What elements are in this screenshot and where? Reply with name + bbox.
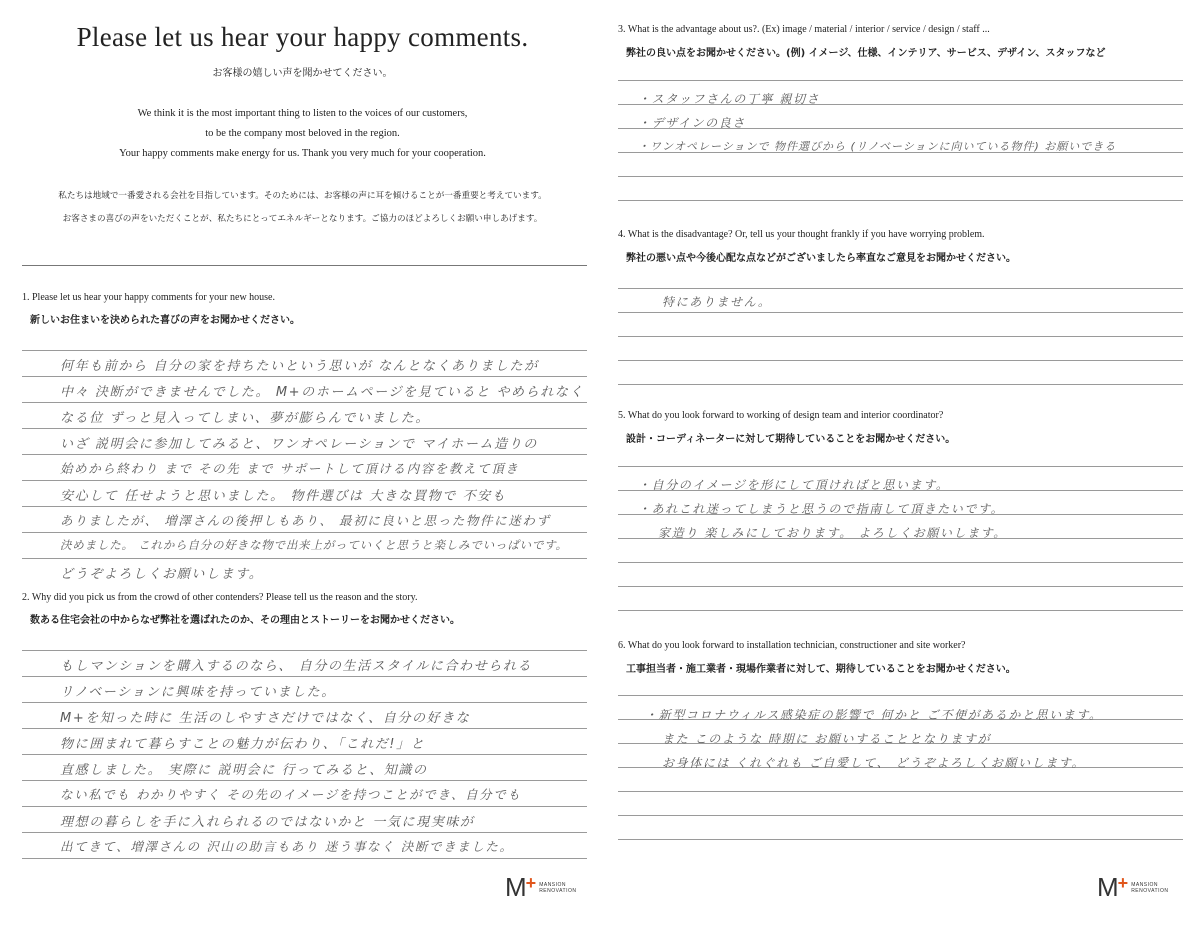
handwritten-line: 物に囲まれて暮らすことの魅力が伝わり、「これだ!」と (60, 737, 426, 752)
handwritten-line: また このような 時期に お願いすることとなりますが (662, 732, 992, 746)
logo-plus: + (525, 873, 537, 893)
handwritten-line: ・スタッフさんの丁寧 親切さ (638, 92, 821, 106)
handwritten-line: 理想の暮らしを手に入れられるのではないかと 一気に現実味が (60, 815, 475, 830)
logo-plus: + (1117, 873, 1129, 893)
intro-japanese (20, 185, 585, 231)
question-5-jp: 設計・コーディネーターに対して期待していることをお聞かせください。 (626, 434, 956, 445)
handwritten-line: なる位 ずっと見入ってしまい、夢が膨らんでいました。 (60, 411, 430, 426)
handwritten-line: ・あれこれ迷ってしまうと思うので指南して頂きたいです。 (638, 502, 1005, 516)
question-3-jp: 弊社の良い点をお聞かせください。(例) イメージ、仕様、インテリア、サービス、デザイン、スタッフなど (626, 48, 1106, 59)
logo-letter: M (505, 872, 526, 902)
handwritten-line: 何年も前から 自分の家を持ちたいという思いが なんとなくありましたが (60, 359, 539, 374)
handwritten-line: どうぞよろしくお願いします。 (60, 567, 264, 582)
handwritten-line: 決めました。 これから自分の好きな物で出来上がっていくと思うと楽しみでいっぱいです。 (60, 538, 568, 552)
handwritten-line: ・デザインの良さ (638, 116, 746, 130)
header-divider (22, 265, 587, 266)
handwritten-line: 中々 決断ができませんでした。 M+のホームページを見ていると やめられなく (60, 385, 585, 400)
intro-english (20, 104, 585, 164)
logo-wordmark: MANSION RENOVATION (539, 881, 577, 894)
handwritten-line: M+を知った時に 生活のしやすさだけではなく、自分の好きな (60, 711, 471, 726)
question-6-en: 6. What do you look forward to installation technician, constructioner and site worker? (618, 640, 966, 651)
page-title: Please let us hear your happy comments. (76, 22, 529, 52)
intro-line: We think it is the most important thing to listen to the voices of our customers, (137, 108, 468, 119)
intro-line: to be the company most beloved in the region. (205, 128, 400, 139)
brand-logo (505, 872, 577, 903)
question-1-jp: 新しいお住まいを決められた喜びの声をお聞かせください。 (30, 315, 300, 326)
intro-line: お客さまの喜びの声をいただくことが、私たちにとってエネルギーとなります。ご協力のほどよろしくお願い申しあげます。 (62, 214, 543, 224)
handwritten-line: 直感しました。 実際に 説明会に 行ってみると、知識の (60, 763, 428, 778)
handwritten-line: 特にありません。 (662, 295, 772, 309)
question-1-en: 1. Please let us hear your happy comments for your new house. (22, 292, 275, 303)
handwritten-line: 始めから終わり まで その先 まで サポートして頂ける内容を教えて頂き (60, 461, 520, 476)
logo-letter: M (1097, 872, 1118, 902)
question-2-en: 2. Why did you pick us from the crowd of other contenders? Please tell us the reason and the story. (22, 592, 418, 603)
handwritten-line: お身体には くれぐれも ご自愛して、 どうぞよろしくお願いします。 (662, 756, 1086, 770)
question-3-en: 3. What is the advantage about us?. (Ex) image / material / interior / service / design / staff ... (618, 24, 990, 35)
handwritten-line: リノベーションに興味を持っていました。 (60, 685, 336, 700)
intro-line: 私たちは地域で一番愛される会社を目指しています。そのためには、お客様の声に耳を傾けることが一番重要と考えています。 (58, 191, 547, 201)
page-subtitle-jp: お客様の嬉しい声を聞かせてください。 (212, 68, 393, 79)
question-2-jp: 数ある住宅会社の中からなぜ弊社を選ばれたのか、その理由とストーリーをお聞かせください。 (30, 615, 460, 626)
question-6-jp: 工事担当者・施工業者・現場作業者に対して、期待していることをお聞かせください。 (626, 664, 1016, 675)
handwritten-line: もしマンションを購入するのなら、 自分の生活スタイルに合わせられる (60, 659, 533, 674)
handwritten-line: 安心して 任せようと思いました。 物件選びは 大きな買物で 不安も (60, 489, 507, 504)
handwritten-line: いざ 説明会に参加してみると、ワンオペレーションで マイホーム造りの (60, 437, 538, 452)
handwritten-line: 家造り 楽しみにしております。 よろしくお願いします。 (658, 526, 1007, 540)
intro-line: Your happy comments make energy for us. Thank you very much for your cooperation. (119, 148, 486, 159)
handwritten-line: 出てきて、増澤さんの 沢山の助言もあり 迷う事なく 決断できました。 (60, 839, 514, 854)
handwritten-line: ありましたが、 増澤さんの後押しもあり、 最初に良いと思った物件に迷わず (60, 513, 551, 528)
logo-wordmark: MANSION RENOVATION (1131, 881, 1169, 894)
handwritten-line: ・ワンオペレーションで 物件選びから (リノベーションに向いている物件) お願いできる (638, 140, 1117, 153)
right-page (600, 0, 1200, 925)
brand-logo (1097, 872, 1169, 903)
question-4-en: 4. What is the disadvantage? Or, tell us your thought frankly if you have worrying problem. (618, 229, 985, 240)
question-4-jp: 弊社の悪い点や今後心配な点などがございましたら率直なご意見をお聞かせください。 (626, 253, 1016, 264)
handwritten-line: ・新型コロナウィルス感染症の影響で 何かと ご不便があるかと思います。 (645, 708, 1103, 722)
handwritten-line: ない私でも わかりやすく その先のイメージを持つことができ、自分でも (60, 787, 522, 802)
question-5-en: 5. What do you look forward to working of design team and interior coordinator? (618, 410, 944, 421)
handwritten-line: ・自分のイメージを形にして頂ければと思います。 (638, 478, 950, 492)
